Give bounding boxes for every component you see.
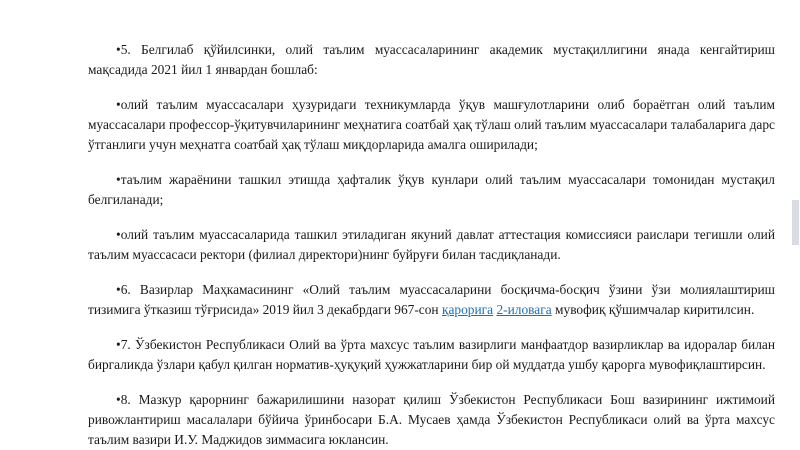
paragraph-6-text-end: мувофиқ қўшимчалар киритилсин. [551,302,755,317]
paragraph-bullet-3: •олий таълим муассасаларида ташкил этиладиган якуний давлат аттестация комиссияси раислари тегишли олий таълим муассасаси ректори (филиал директори)нинг буйруғи билан тасдиқланади. [88,227,775,262]
side-tab-marker[interactable] [792,200,799,245]
paragraph-8: •8. Мазкур қарорнинг бажарилишини назорат қилиш Ўзбекистон Республикаси Бош вазирининг ижтимоий ривожлантириш масалалари бўйича ўринбосари Б.А. Мусаев ҳамда Ўзбекистон Республикаси олий ва ўрта махсус таълим вазири И.У. Маджидов зиммасига юклансин. [88,392,775,447]
resolution-link[interactable]: қарорига [441,302,494,317]
paragraph-6-text: •6. Вазирлар Маҳкамасининг «Олий таълим муассасаларини босқичма-босқич ўзини ўзи молиялаштириш тизимига ўтказиш тўғрисида» 2019 йил 3 декабрдаги 967-сон [88,282,775,317]
paragraph-7: •7. Ўзбекистон Республикаси Олий ва ўрта махсус таълим вазирлиги манфаатдор вазирликлар ва идоралар билан биргаликда ўзлари қабул қилган норматив-ҳуқуқий ҳужжатларини бир ой муддатда ушбу қарорга мувофиқлаштирсин. [88,337,775,372]
paragraph-5: •5. Белгилаб қўйилсинки, олий таълим муассасаларининг академик мустақиллигини янада кенгайтириш мақсадида 2021 йил 1 январдан бошлаб: [88,42,775,77]
paragraph-6 [88,280,775,320]
appendix-2-link[interactable]: 2-иловага [496,302,552,317]
paragraph-bullet-2: •таълим жараёнини ташкил этишда ҳафталик ўқув кунлари олий таълим муассасалари томонидан мустақил белгиланади; [88,172,775,207]
paragraph-bullet-1: •олий таълим муассасалари ҳузуридаги техникумларда ўқув машғулотларини олиб бораётган олий таълим муассасалари профессор-ўқитувчиларининг меҳнатига соатбай ҳақ тўлаш олий таълим муассасалари талабаларига дарс ўтганлиги учун меҳнатга соатбай ҳақ тўлаш миқдорларида амалга оширилади; [88,97,775,152]
